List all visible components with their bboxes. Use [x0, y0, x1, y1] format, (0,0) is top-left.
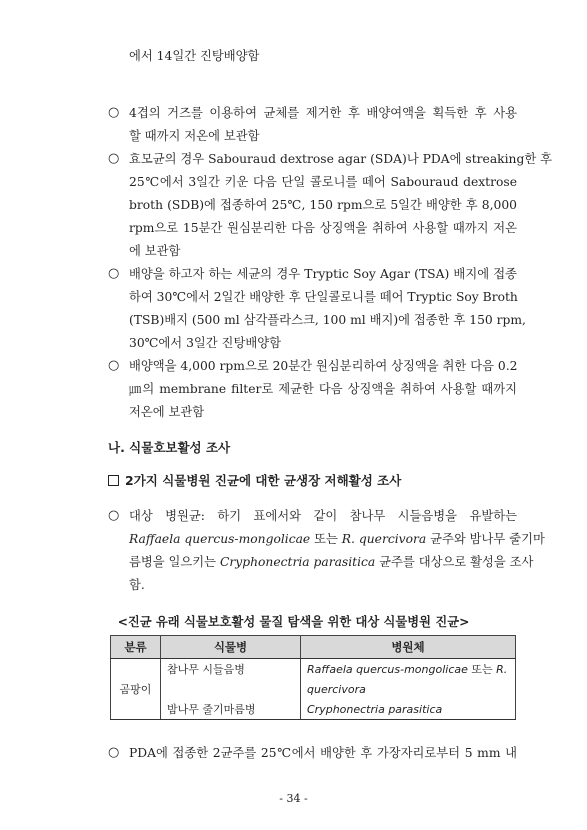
- para6-text: 또는: [310, 532, 342, 546]
- disease-cell: 참나무 시들음병: [161, 659, 301, 680]
- bullet-icon: ○: [108, 151, 120, 166]
- table-caption: <진균 유래 식물보호활성 물질 탐색을 위한 대상 식물병원 진균>: [117, 615, 470, 629]
- para2-line: 4겹의 거즈를 이용하여 균체를 제거한 후 배양여액을 획득한 후 사용: [129, 106, 517, 120]
- para3-line: 효모균의 경우 Sabouraud dextrose agar (SDA)나 PDA에 streaking한 후: [129, 152, 553, 166]
- section-heading: 나. 식물호보활성 조사: [108, 440, 231, 455]
- subsection-heading-text: 2가지 식물병원 진균에 대한 균생장 저해활성 조사: [125, 473, 402, 488]
- page-number: - 34 -: [279, 792, 308, 805]
- bullet-icon: ○: [108, 358, 120, 373]
- header-pathogen: 병원체: [301, 636, 516, 659]
- para4-line: (TSB)배지 (500 ml 삼각플라스크, 100 ml 배지)에 접종한 후 150 rpm,: [129, 313, 526, 327]
- table-header-row: [111, 636, 516, 659]
- pathogen-name: quercivora: [307, 682, 366, 696]
- header-disease: 식물병: [161, 636, 301, 659]
- header-category: 분류: [111, 636, 161, 659]
- pathogen-name: Raffaela quercus-mongolicae: [307, 663, 468, 676]
- disease-cell: 밤나무 줄기마름병: [161, 699, 301, 720]
- bullet-icon: ○: [108, 105, 120, 120]
- pathogen-table: [110, 635, 516, 720]
- bullet-icon: ○: [108, 266, 120, 281]
- para-continuation: 에서 14일간 진탕배양함: [129, 49, 260, 63]
- para5-line: 배양액을 4,000 rpm으로 20분간 원심분리하여 상징액을 취한 다음 0.2: [129, 359, 518, 373]
- pathogen-cell: [301, 659, 516, 680]
- pathogen-name: Cryphonectria parasitica: [307, 702, 443, 716]
- para5-line: 저온에 보관함: [129, 405, 205, 419]
- table-row: [111, 699, 516, 720]
- pathogen-cell: [301, 679, 516, 699]
- pathogen-name: R.: [496, 663, 508, 676]
- para5-line: ㎛의 membrane filter로 제균한 다음 상징액을 취하여 사용할 때까지: [129, 382, 517, 396]
- para6-text: 균주와 밤나무 줄기마: [426, 532, 545, 546]
- para4-line: 배양을 하고자 하는 세균의 경우 Tryptic Soy Agar (TSA) 배지에 접종: [129, 267, 517, 281]
- para4-line: 30℃에서 3일간 진탕배양함: [129, 336, 281, 350]
- para3-line: 에 보관함: [129, 244, 181, 258]
- para7-line: PDA에 접종한 2균주를 25℃에서 배양한 후 가장자리로부터 5 mm 내: [129, 746, 517, 760]
- para6-line: [129, 531, 545, 547]
- subsection-heading: [108, 471, 401, 489]
- table-row: [111, 659, 516, 680]
- para2-line: 할 때까지 저온에 보관함: [129, 129, 260, 143]
- species-name: Cryphonectria parasitica: [219, 555, 376, 569]
- para6-line: 대상 병원균: 하기 표에서와 같이 참나무 시들음병을 유발하는: [129, 509, 517, 523]
- para6-line: 함.: [129, 578, 145, 592]
- para3-line: rpm으로 15분간 원심분리한 다음 상징액을 취하여 사용할 때까지 저온: [129, 221, 517, 235]
- category-cell: 곰팡이: [111, 659, 161, 720]
- para4-line: 하여 30℃에서 2일간 배양한 후 단일콜로니를 떼어 Tryptic Soy Broth: [129, 290, 518, 304]
- bullet-icon: ○: [108, 508, 120, 523]
- para6-text: 균주를 대상으로 활성을 조사: [375, 555, 534, 569]
- bullet-icon: ○: [108, 745, 120, 760]
- checkbox-square-icon: [108, 475, 119, 486]
- pathogen-cell: [301, 699, 516, 720]
- pathogen-text: 또는: [467, 663, 497, 676]
- para6-text: 름병을 일으키는: [129, 555, 220, 569]
- species-name: R. quercivora: [341, 532, 427, 546]
- species-name: Raffaela quercus-mongolicae: [129, 532, 311, 546]
- para3-line: broth (SDB)에 접종하여 25℃, 150 rpm으로 5일간 배양한 후 8,000: [129, 198, 517, 212]
- para3-line: 25℃에서 3일간 키운 다음 단일 콜로니를 떼어 Sabouraud dextrose: [129, 175, 517, 189]
- para6-line: [129, 554, 534, 570]
- table-row: [111, 679, 516, 699]
- disease-cell-empty: [161, 679, 301, 699]
